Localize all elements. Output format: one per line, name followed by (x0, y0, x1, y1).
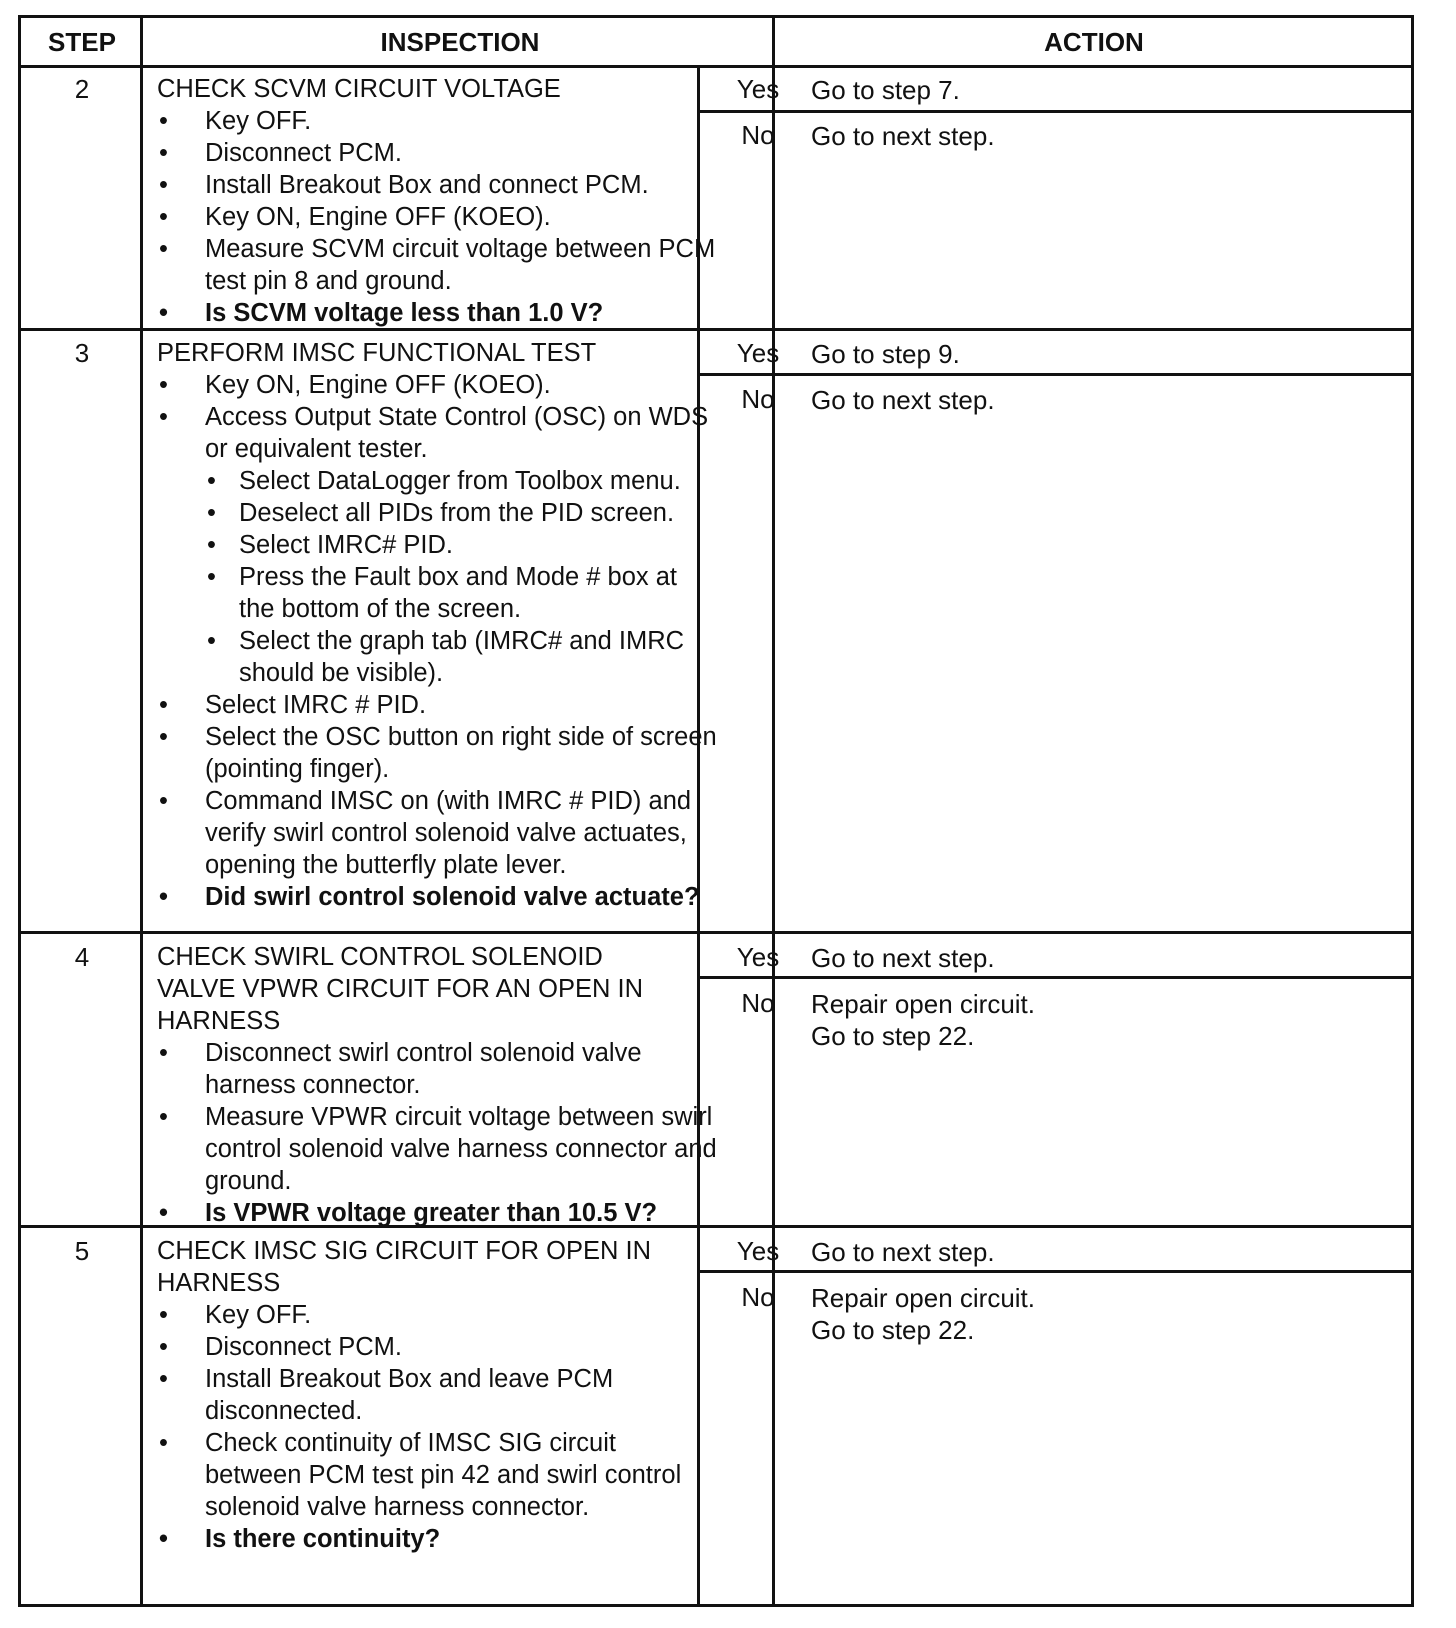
no-label: No (741, 120, 775, 150)
inspection-title: PERFORM IMSC FUNCTIONAL TEST (157, 339, 597, 367)
inspection-cell (157, 73, 717, 329)
no-action (811, 384, 1391, 416)
step-number: 4 (74, 942, 90, 972)
column-divider (772, 18, 775, 1604)
step-number: 2 (74, 74, 90, 104)
inspection-sub-bullet: • Select the graph tab (IMRC# and IMRC should be visible). (157, 625, 717, 689)
inspection-sub-bullet: • Select DataLogger from Toolbox menu. (157, 465, 717, 497)
yes-label: Yes (736, 942, 780, 972)
inspection-sub-bullet: • Press the Fault box and Mode # box at the bottom of the screen. (157, 561, 717, 625)
yes-no-divider (697, 976, 1411, 979)
yes-no-divider (697, 1270, 1411, 1273)
inspection-bullet: • Disconnect PCM. (157, 1331, 717, 1363)
no-action-line: Repair open circuit. (811, 1283, 1035, 1313)
no-action-line: Go to next step. (811, 385, 995, 415)
inspection-bullet: • Key ON, Engine OFF (KOEO). (157, 201, 717, 233)
inspection-bullet: • Install Breakout Box and leave PCM disconnected. (157, 1363, 717, 1427)
inspection-title: CHECK IMSC SIG CIRCUIT FOR OPEN IN (157, 1237, 651, 1265)
yes-label: Yes (736, 338, 780, 368)
inspection-bullet: • Measure VPWR circuit voltage between swirl control solenoid valve harness connector and ground. (157, 1101, 717, 1197)
inspection-title: CHECK SCVM CIRCUIT VOLTAGE (157, 75, 561, 103)
inspection-cell (157, 941, 717, 1229)
no-action (811, 988, 1391, 1052)
yes-no-divider (697, 373, 1411, 376)
inspection-title: HARNESS (157, 1007, 281, 1035)
inspection-cell (157, 337, 717, 913)
row-divider (21, 931, 1411, 934)
inspection-title: HARNESS (157, 1269, 281, 1297)
column-divider (140, 18, 143, 1604)
no-action-line: Repair open circuit. (811, 989, 1035, 1019)
header-action: ACTION (1044, 27, 1144, 57)
step-number: 5 (74, 1236, 90, 1266)
diagnostic-table (18, 15, 1414, 1607)
inspection-bullet: • Access Output State Control (OSC) on WDS or equivalent tester. (157, 401, 717, 465)
inspection-bullet: • Check continuity of IMSC SIG circuit between PCM test pin 42 and swirl control solenoid valve harness connector. (157, 1427, 717, 1523)
no-action (811, 120, 1391, 152)
inspection-question: • Is there continuity? (157, 1523, 717, 1555)
inspection-bullet: • Key OFF. (157, 1299, 717, 1331)
no-label: No (741, 988, 775, 1018)
inspection-bullet: • Select IMRC # PID. (157, 689, 717, 721)
no-label: No (741, 1282, 775, 1312)
inspection-title: VALVE VPWR CIRCUIT FOR AN OPEN IN (157, 975, 643, 1003)
header-step: STEP (48, 27, 116, 57)
inspection-bullet: • Key ON, Engine OFF (KOEO). (157, 369, 717, 401)
inspection-bullet: • Disconnect swirl control solenoid valve harness connector. (157, 1037, 717, 1101)
no-action (811, 1282, 1391, 1346)
inspection-bullet: • Select the OSC button on right side of screen (pointing finger). (157, 721, 717, 785)
no-action-line: Go to step 22. (811, 1315, 975, 1345)
inspection-sub-bullet: • Select IMRC# PID. (157, 529, 717, 561)
no-action-line: Go to step 22. (811, 1021, 975, 1051)
inspection-question: • Did swirl control solenoid valve actuate? (157, 881, 717, 913)
inspection-sub-bullet: • Deselect all PIDs from the PID screen. (157, 497, 717, 529)
inspection-title: CHECK SWIRL CONTROL SOLENOID (157, 943, 603, 971)
header-inspection: INSPECTION (380, 27, 540, 57)
no-action-line: Go to next step. (811, 121, 995, 151)
no-label: No (741, 384, 775, 414)
yes-action: Go to step 7. (811, 75, 960, 105)
inspection-bullet: • Measure SCVM circuit voltage between PCM test pin 8 and ground. (157, 233, 717, 297)
inspection-bullet: • Key OFF. (157, 105, 717, 137)
row-divider (21, 65, 1411, 68)
yes-action: Go to step 9. (811, 339, 960, 369)
inspection-bullet: • Disconnect PCM. (157, 137, 717, 169)
yes-no-divider (697, 110, 1411, 113)
yes-action: Go to next step. (811, 943, 995, 973)
inspection-question: • Is SCVM voltage less than 1.0 V? (157, 297, 717, 329)
inspection-bullet: • Command IMSC on (with IMRC # PID) and verify swirl control solenoid valve actuates, opening the butterfly plate lever. (157, 785, 717, 881)
inspection-cell (157, 1235, 717, 1555)
yes-label: Yes (736, 1236, 780, 1266)
yes-action: Go to next step. (811, 1237, 995, 1267)
yes-label: Yes (736, 74, 780, 104)
inspection-question: • Is VPWR voltage greater than 10.5 V? (157, 1197, 717, 1229)
inspection-bullet: • Install Breakout Box and connect PCM. (157, 169, 717, 201)
step-number: 3 (74, 338, 90, 368)
